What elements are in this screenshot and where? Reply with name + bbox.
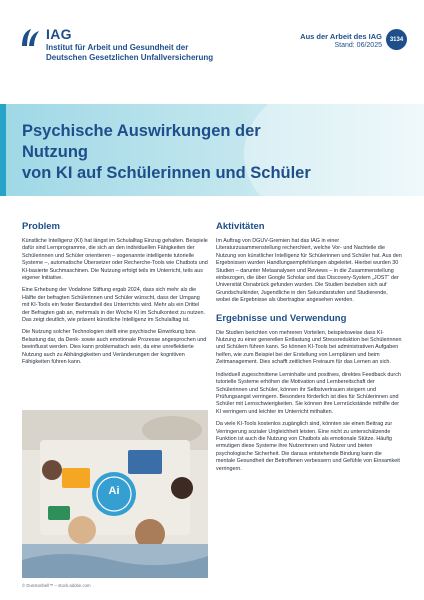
number-badge: 3134 [386, 29, 407, 50]
page-title: Psychische Auswirkungen der Nutzung von KI auf Schülerinnen und Schüler [22, 122, 311, 182]
left-column [22, 221, 208, 372]
iag-logo-icon [20, 26, 42, 48]
date-label: Stand: 06/2025 [334, 42, 382, 49]
problem-paragraph: Künstliche Intelligenz (KI) hat längst im Schulalltag Einzug gehalten. Beispiele dafür sind Lernprogramme, die sich an den individuellen Fähigkeiten der Schülerinnen und Schüler orientieren – sogenannte intelligente tutorielle Systeme –, automatische Übersetzer oder Recherche-Tools wie Chatbots und KI-basierte Suchmaschinen. Die Nutzung erfolgt teils im Unterricht, teils aus eigener Initiative. [22, 238, 208, 282]
results-paragraph: Individuell zugeschnittene Lerninhalte und positives, direktes Feedback durch tutorielle Systeme erhöhen die Motivation und Lernbereitschaft der Schülerinnen und Schüler, können ihr Selbstvertrauen steigern und Prüfungsangst verringern. Besonders förderlich ist dies für Schülerinnen und Schüler mit Lernschwierigkeiten. Sie können ihre Lernrückstände mithilfe der KI verringern und leichter im Unterricht mithalten. [216, 371, 401, 415]
photo-credit: © Dunstonbell™ – stock.adobe.com [22, 583, 91, 588]
right-column [216, 221, 402, 478]
activities-paragraph: Im Auftrag von DGUV-Gremien hat das IAG in einer Literaturzusammenstellung recherchiert, welche Vor- und Nachteile die Nutzung von künstlicher Intelligenz für Schülerinnen und Schüler hat. Aus den Ergebnissen wurden Handlungsempfehlungen abgeleitet. Hierbei wurden 30 Studien – darunter Metaanalysen und Reviews – in die Zusammenstellung einbezogen, die über Google Scholar und das Discovery-System „JOST“ der Universität Osnabrück gefunden wurden. Die Studien bezieben sich auf Grundschulkinder, Jugendliche in den Sekundarstufen und Studierende, wobei die Ergebnisse als übertragbar angesehen werden. [216, 238, 402, 304]
ai-badge: Ai [108, 485, 120, 497]
results-paragraph: Da viele KI-Tools kostenlos zugänglich sind, könnten sie einen Beitrag zur Verringerung sozialer Ungleichheit leisten. Eine nicht zu unterschätzende Funktion ist auch die Nutzung von Chatbots als emotionale Stütze. Häufig ermutigen diese Systeme ihre Nutzerinnen und Nutzer und bieten psychologische Sicherheit. Die daraus entstehende Bindung kann die mentale Gesundheit der Betroffenen verbessern und Gefühle von Einsamkeit verringern. [216, 421, 400, 472]
banner-stripe [0, 104, 6, 196]
page-header [0, 0, 424, 70]
activities-heading: Aktivitäten [216, 221, 265, 232]
problem-heading: Problem [22, 221, 61, 232]
brand-name: IAG [46, 26, 72, 42]
classroom-photo [22, 410, 208, 578]
organization-name: Institut für Arbeit und Gesundheit der Deutschen Gesetzlichen Unfallversicherung [46, 43, 214, 62]
results-paragraph: Die Studien berichten von mehreren Vorteilen, beispielsweise dass KI-Nutzung zu einer generellen Entlastung und Stressreduktion bei Schülerinnen und Schülern führen kann. So können KI-Tools bei administrativen Aufgaben helfen, wie zum Beispiel bei der Erstellung von Lernplänen und beim Zeitmanagement. Dies schafft zeitlichen Freiraum für das Lernen an sich. [216, 329, 402, 366]
results-heading: Ergebnisse und Verwendung [216, 312, 347, 324]
series-label: Aus der Arbeit des IAG [300, 32, 382, 41]
problem-paragraph: Die Nutzung solcher Technologien stellt eine psychische Einwirkung bzw. Belastung dar, da Denk- sowie auch emotionale Prozesse angesprochen und beeinflusst werden. Dies kann problematisch sein, da eine unreflektierte Nutzung auch zu Abhängigkeiten und Veränderungen der kognitiven Fähigkeiten führen kann. [22, 329, 207, 366]
problem-paragraph: Eine Erhebung der Vodafone Stiftung ergab 2024, dass sich mehr als die Hälfte der befragten Schülerinnen und Schüler wünscht, dass der Umgang mit KI-Tools ein fester Bestandteil des Unterrichts wird. Mehr als ein Drittel der Befragten gab an, mehrmals in der Woche KI im Schulkontext zu nutzen. Das zeigt deutlich, wie präsent künstliche Intelligenz im Schulalltag ist. [22, 287, 205, 324]
